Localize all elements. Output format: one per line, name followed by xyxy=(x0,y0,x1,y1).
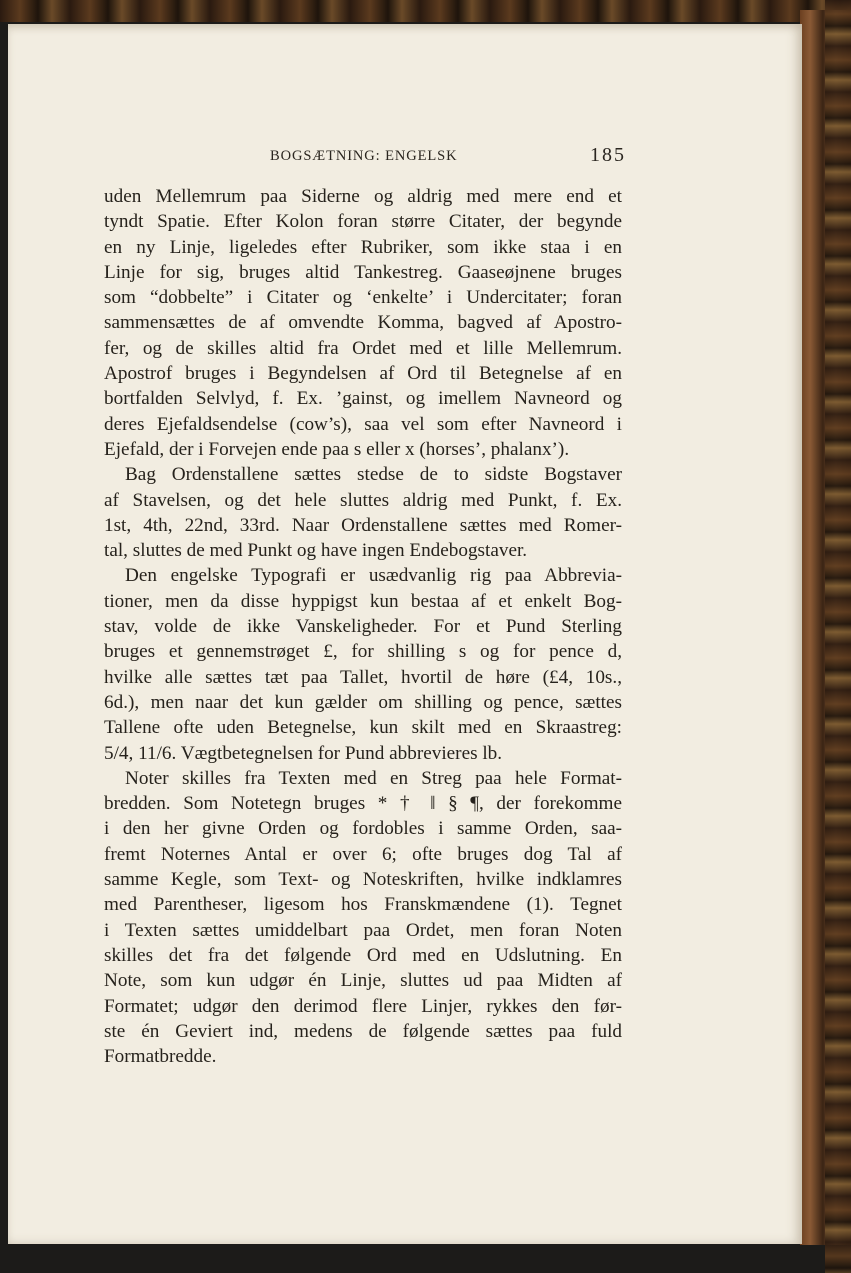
text-line: skilles det fra det følgende Ord med en Udslutning. En xyxy=(104,944,622,966)
text-line: Ejefald, der i Forvejen ende paa s eller x (horses’, phalanx’). xyxy=(104,438,570,460)
text-line: bredden. Som Notetegn bruges * † ‖ § ¶, der forekomme xyxy=(104,793,622,815)
text-line: 6d.), men naar det kun gælder om shilling og pence, sættes xyxy=(104,691,622,713)
text-line: i Texten sættes umiddelbart paa Ordet, men foran Noten xyxy=(104,919,622,941)
text-line: tyndt Spatie. Efter Kolon foran større Citater, der begynde xyxy=(104,211,622,233)
text-line: Linje for sig, bruges altid Tankestreg. Gaaseøjnene bruges xyxy=(104,261,622,283)
running-title: BOGSÆTNING: ENGELSK xyxy=(270,148,458,164)
text-line: som “dobbelte” i Citater og ‘enkelte’ i Undercitater; foran xyxy=(104,287,622,309)
text-line: sammensættes de af omvendte Komma, bagved af Apostro- xyxy=(104,312,622,334)
text-line: ste én Geviert ind, medens de følgende sættes paa fuld xyxy=(104,1020,622,1042)
running-head xyxy=(104,146,624,176)
text-line: hvilke alle sættes tæt paa Tallet, hvortil de høre (£4, 10s., xyxy=(104,666,622,688)
text-line: tioner, men da disse hyppigst kun bestaa af et enkelt Bog- xyxy=(104,590,622,612)
text-line: Apostrof bruges i Begyndelsen af Ord til Betegnelse af en xyxy=(104,363,622,385)
text-line: Bag Ordenstallene sættes stedse de to sidste Bogstaver xyxy=(125,464,622,486)
text-line: samme Kegle, som Text- og Noteskriften, hvilke indklamres xyxy=(104,869,622,891)
text-line: tal, sluttes de med Punkt og have ingen Endebogstaver. xyxy=(104,540,528,562)
text-line: Noter skilles fra Texten med en Streg paa hele Format- xyxy=(125,767,622,789)
text-line: fremt Noternes Antal er over 6; ofte bruges dog Tal af xyxy=(104,843,622,865)
text-line: 1st, 4th, 22nd, 33rd. Naar Ordenstallene sættes med Romer- xyxy=(104,514,622,536)
text-line: Formatbredde. xyxy=(104,1046,217,1068)
text-line: af Stavelsen, og det hele sluttes aldrig med Punkt, f. Ex. xyxy=(104,489,622,511)
text-line: en ny Linje, ligeledes efter Rubriker, som ikke staa i en xyxy=(104,236,622,258)
book-cover-edge xyxy=(825,0,851,1273)
text-line: stav, volde de ikke Vanskeligheder. For et Pund Sterling xyxy=(104,616,622,638)
text-line: 5/4, 11/6. Vægtbetegnelsen for Pund abbrevieres lb. xyxy=(104,742,503,764)
body-text xyxy=(104,184,622,1069)
text-line: med Parentheser, ligesom hos Franskmændene (1). Tegnet xyxy=(104,894,622,916)
text-line: deres Ejefaldsendelse (cow’s), saa vel som efter Navneord i xyxy=(104,413,622,435)
text-line: fer, og de skilles altid fra Ordet med et lille Mellemrum. xyxy=(104,337,622,359)
text-line: i den her givne Orden og fordobles i samme Orden, saa- xyxy=(104,818,622,840)
text-line: uden Mellemrum paa Siderne og aldrig med mere end et xyxy=(104,186,622,207)
book-top-edge xyxy=(0,0,851,22)
text-line: Note, som kun udgør én Linje, sluttes ud paa Midten af xyxy=(104,970,622,992)
text-line: bruges et gennemstrøget £, for shilling s og for pence d, xyxy=(104,641,622,663)
text-line: Den engelske Typografi er usædvanlig rig paa Abbrevia- xyxy=(125,565,622,587)
page-number: 185 xyxy=(590,144,626,166)
text-line: Tallene ofte uden Betegnelse, kun skilt med en Skraastreg: xyxy=(104,717,622,739)
text-line: Formatet; udgør den derimod flere Linjer, rykkes den før- xyxy=(104,995,622,1017)
text-line: bortfalden Selvlyd, f. Ex. ’gainst, og imellem Navneord og xyxy=(104,388,622,410)
